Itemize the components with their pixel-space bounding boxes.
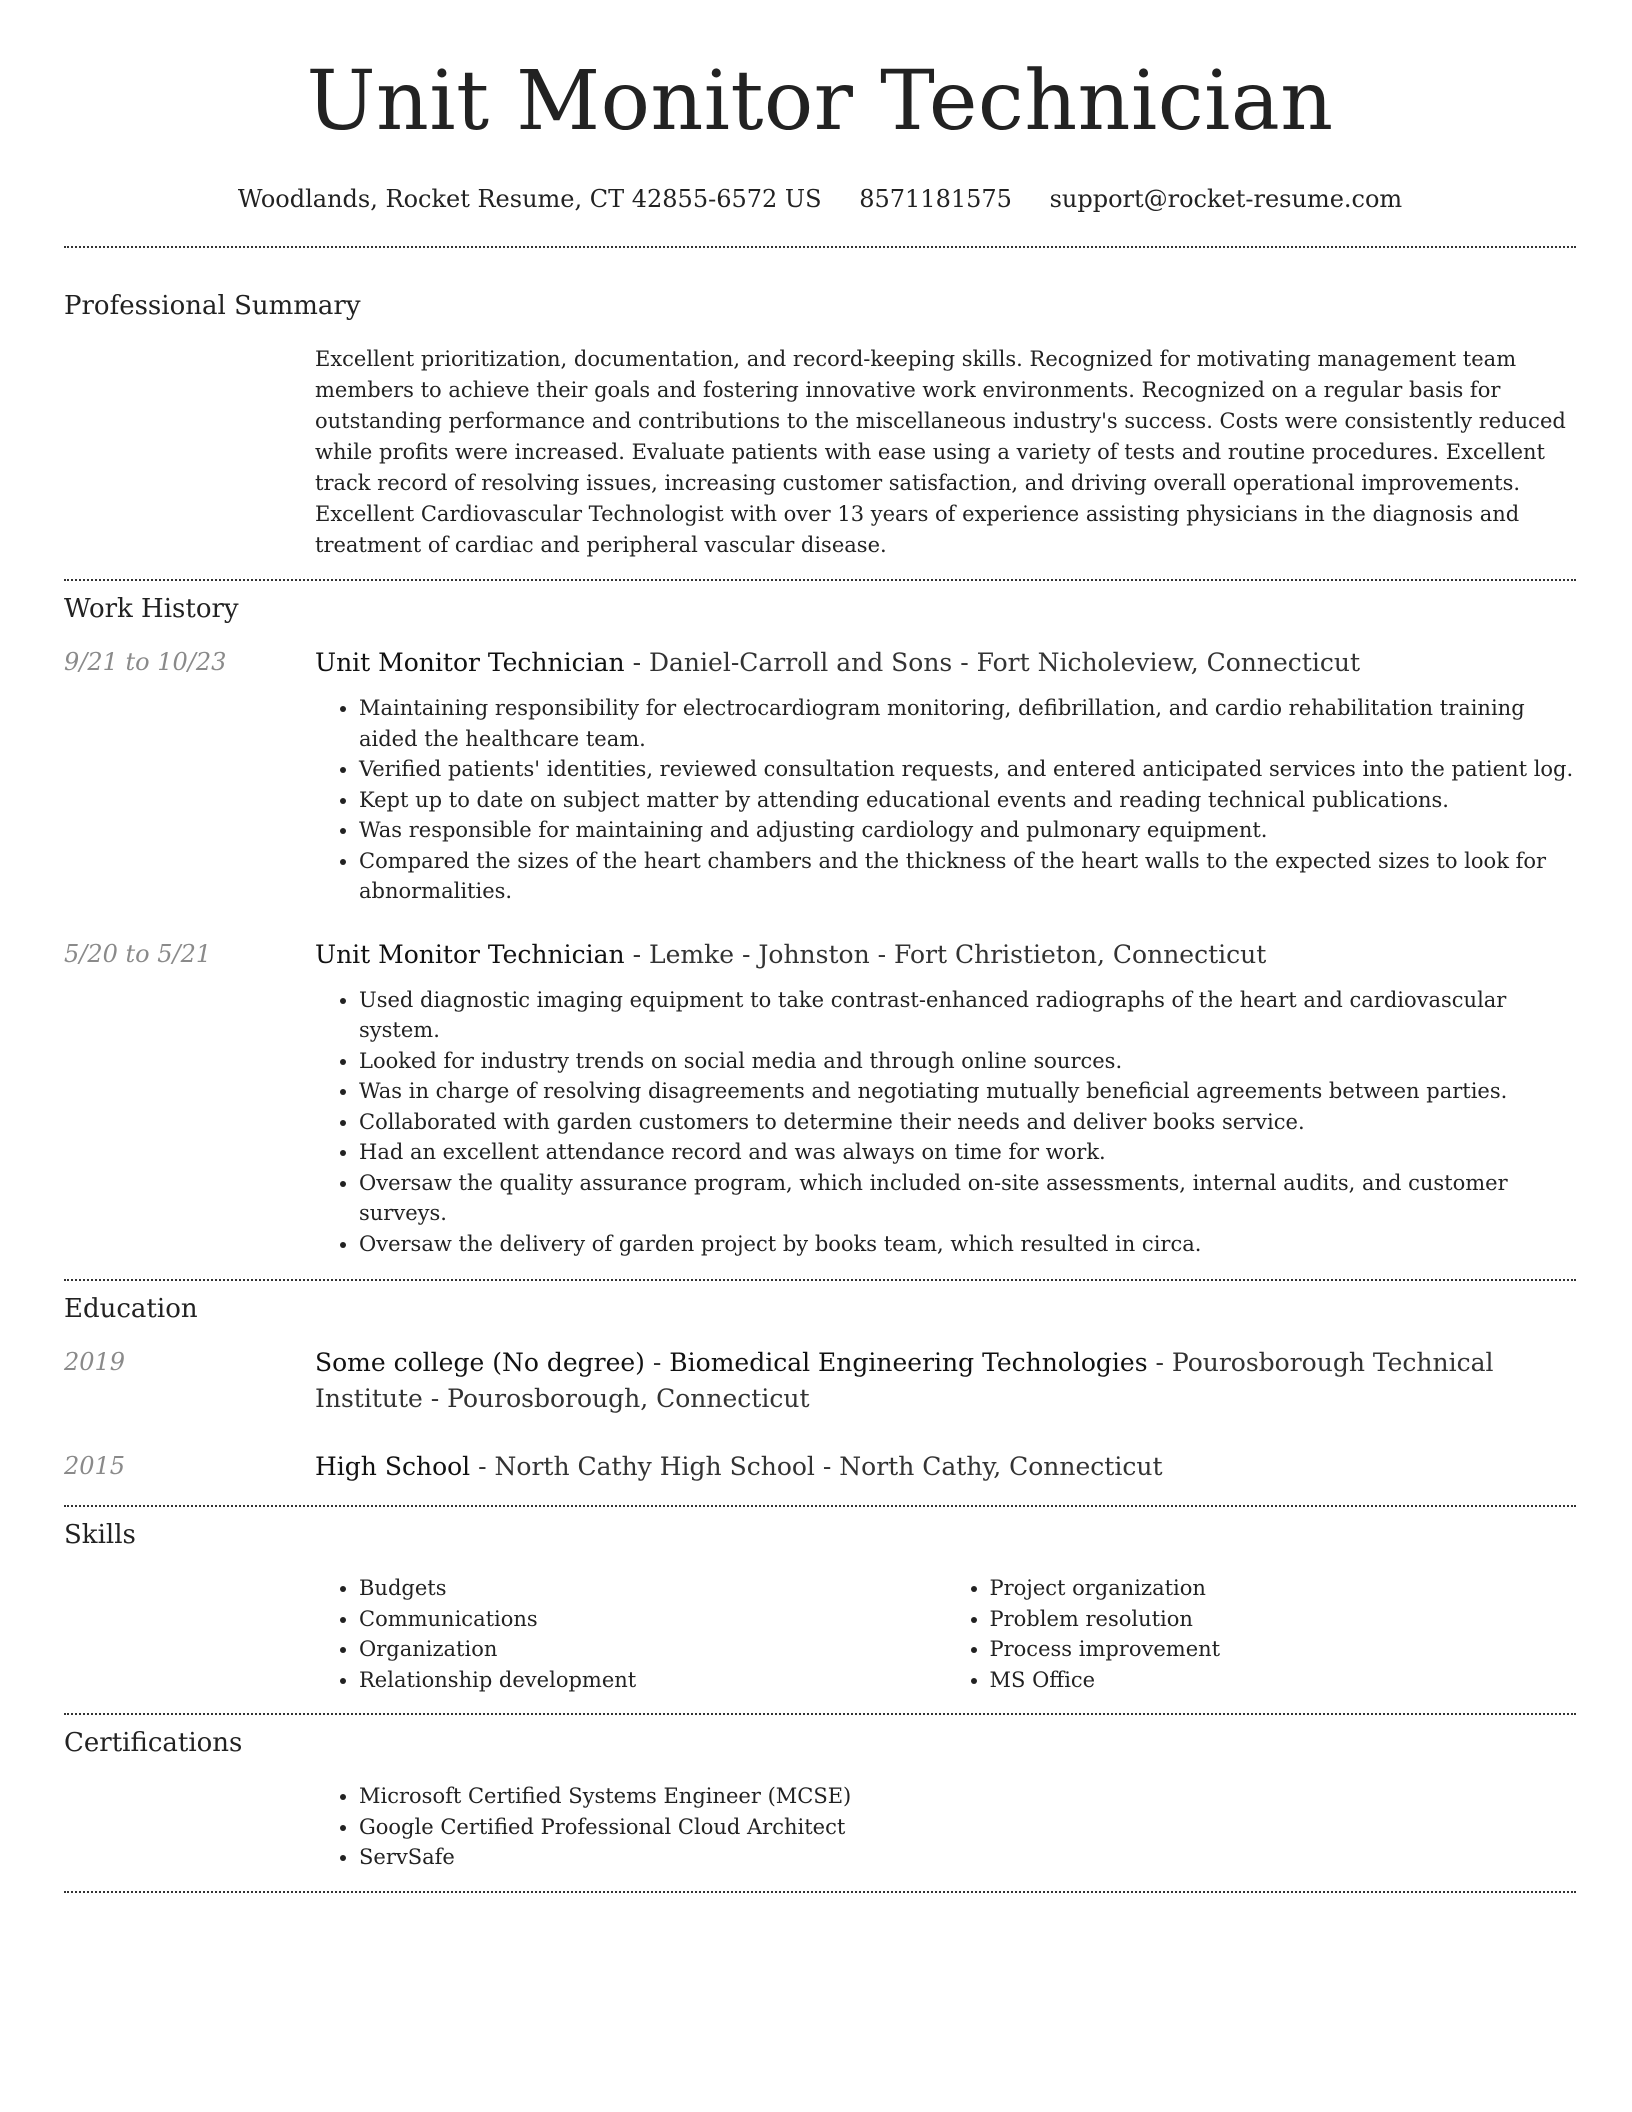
divider: [64, 1505, 1576, 1507]
list-item: • Was responsible for maintaining and adjusting cardiology and pulmonary equipment.: [359, 815, 1576, 846]
education-school: - Pourosborough Technical Institute - Pourosborough, Connecticut: [315, 1348, 1494, 1413]
education-separator: -: [644, 1348, 670, 1377]
summary-section: [64, 290, 1576, 561]
divider: [64, 246, 1576, 248]
education-year: 2019: [64, 1348, 126, 1376]
skill-item: • Communications: [359, 1604, 946, 1635]
divider: [64, 579, 1576, 581]
education-entry: [64, 1449, 1576, 1485]
job-separator: -: [624, 939, 649, 969]
education-heading: [315, 1449, 1576, 1485]
skill-item: • Organization: [359, 1634, 946, 1665]
skills-grid: [315, 1573, 1576, 1695]
list-item: • Oversaw the delivery of garden project by books team, which resulted in circa.: [359, 1229, 1576, 1260]
skill-item: • Problem resolution: [990, 1604, 1577, 1635]
job-entry: [64, 937, 1576, 1260]
skill-item: • Project organization: [990, 1573, 1577, 1604]
job-bullets: [315, 985, 1576, 1260]
education-school: - North Cathy High School - North Cathy, Connecticut: [470, 1452, 1163, 1481]
job-employer: Daniel-Carroll and Sons - Fort Nicholeview, Connecticut: [648, 648, 1360, 677]
list-item: • Compared the sizes of the heart chambers and the thickness of the heart walls to the expected sizes to look for abnormalities.: [359, 846, 1576, 907]
skills-list-left: [315, 1573, 946, 1695]
job-heading: [315, 937, 1576, 973]
section-title-education: Education: [64, 1294, 198, 1324]
contact-email: support@rocket-resume.com: [1049, 185, 1403, 213]
list-item: • Collaborated with garden customers to determine their needs and deliver books service.: [359, 1107, 1576, 1138]
list-item: • Kept up to date on subject matter by attending educational events and reading technical publications.: [359, 785, 1576, 816]
list-item: • Maintaining responsibility for electrocardiogram monitoring, defibrillation, and cardio rehabilitation training aided the healthcare team.: [359, 693, 1576, 754]
certification-item: • ServSafe: [359, 1842, 1576, 1873]
certifications-list: [315, 1781, 1576, 1873]
list-item: • Used diagnostic imaging equipment to take contrast-enhanced radiographs of the heart and cardiovascular system.: [359, 985, 1576, 1046]
contact-line: [64, 184, 1576, 214]
list-item: • Looked for industry trends on social media and through online sources.: [359, 1046, 1576, 1077]
contact-phone: 8571181575: [859, 185, 1012, 213]
section-title-certifications: Certifications: [64, 1728, 243, 1758]
list-item: • Verified patients' identities, reviewed consultation requests, and entered anticipated services into the patient log.: [359, 754, 1576, 785]
job-title: Unit Monitor Technician: [315, 648, 625, 677]
divider: [64, 1891, 1576, 1893]
divider: [64, 1279, 1576, 1281]
skill-item: • Budgets: [359, 1573, 946, 1604]
skill-item: • Process improvement: [990, 1634, 1577, 1665]
certification-item: • Microsoft Certified Systems Engineer (MCSE): [359, 1781, 1576, 1812]
job-separator: -: [624, 648, 649, 677]
resume-page: [64, 0, 1576, 1893]
list-item: • Had an excellent attendance record and was always on time for work.: [359, 1137, 1576, 1168]
job-entry: [64, 645, 1576, 907]
job-dates: 5/20 to 5/21: [64, 939, 212, 968]
summary-text: Excellent prioritization, documentation, and record-keeping skills. Recognized for motivating management team members to achieve their goals and fostering innovative work environments. Recognized on a regular basis for outstanding performance and contributions to the miscellaneous industry's success. Costs were consistently reduced while profits were increased. Evaluate patients with ease using a variety of tests and routine procedures. Excellent track record of resolving issues, increasing customer satisfaction, and driving overall operational improvements. Excellent Cardiovascular Technologist with over 13 years of experience assisting physicians in the diagnosis and treatment of cardiac and peripheral vascular disease.: [315, 347, 1566, 557]
certifications-section: [64, 1727, 1576, 1873]
skill-item: • MS Office: [990, 1665, 1577, 1696]
certification-item: • Google Certified Professional Cloud Architect: [359, 1812, 1576, 1843]
skill-item: • Relationship development: [359, 1665, 946, 1696]
job-bullets: [315, 693, 1576, 907]
section-title-summary: Professional Summary: [64, 291, 361, 321]
education-field: Biomedical Engineering Technologies: [669, 1348, 1148, 1377]
education-section: [64, 1293, 1576, 1485]
section-title-skills: Skills: [64, 1520, 136, 1550]
skills-section: [64, 1519, 1576, 1695]
work-section: [64, 593, 1576, 1259]
job-dates: 9/21 to 10/23: [64, 648, 227, 676]
education-entry: [64, 1345, 1576, 1417]
section-title-work: Work History: [64, 594, 239, 624]
skills-list-right: [946, 1573, 1577, 1695]
contact-address: Woodlands, Rocket Resume, CT 42855-6572 US: [237, 185, 822, 213]
job-heading: [315, 645, 1576, 681]
job-title: Unit Monitor Technician: [315, 939, 625, 969]
education-heading: [315, 1345, 1576, 1417]
candidate-name: Unit Monitor Technician: [306, 54, 1334, 149]
education-year: 2015: [64, 1452, 126, 1480]
education-degree: Some college (No degree): [315, 1348, 645, 1377]
divider: [64, 1713, 1576, 1715]
list-item: • Oversaw the quality assurance program, which included on-site assessments, internal audits, and customer surveys.: [359, 1168, 1576, 1229]
education-degree: High School: [315, 1452, 471, 1481]
list-item: • Was in charge of resolving disagreements and negotiating mutually beneficial agreements between parties.: [359, 1076, 1576, 1107]
job-employer: Lemke - Johnston - Fort Christieton, Connecticut: [648, 939, 1267, 969]
